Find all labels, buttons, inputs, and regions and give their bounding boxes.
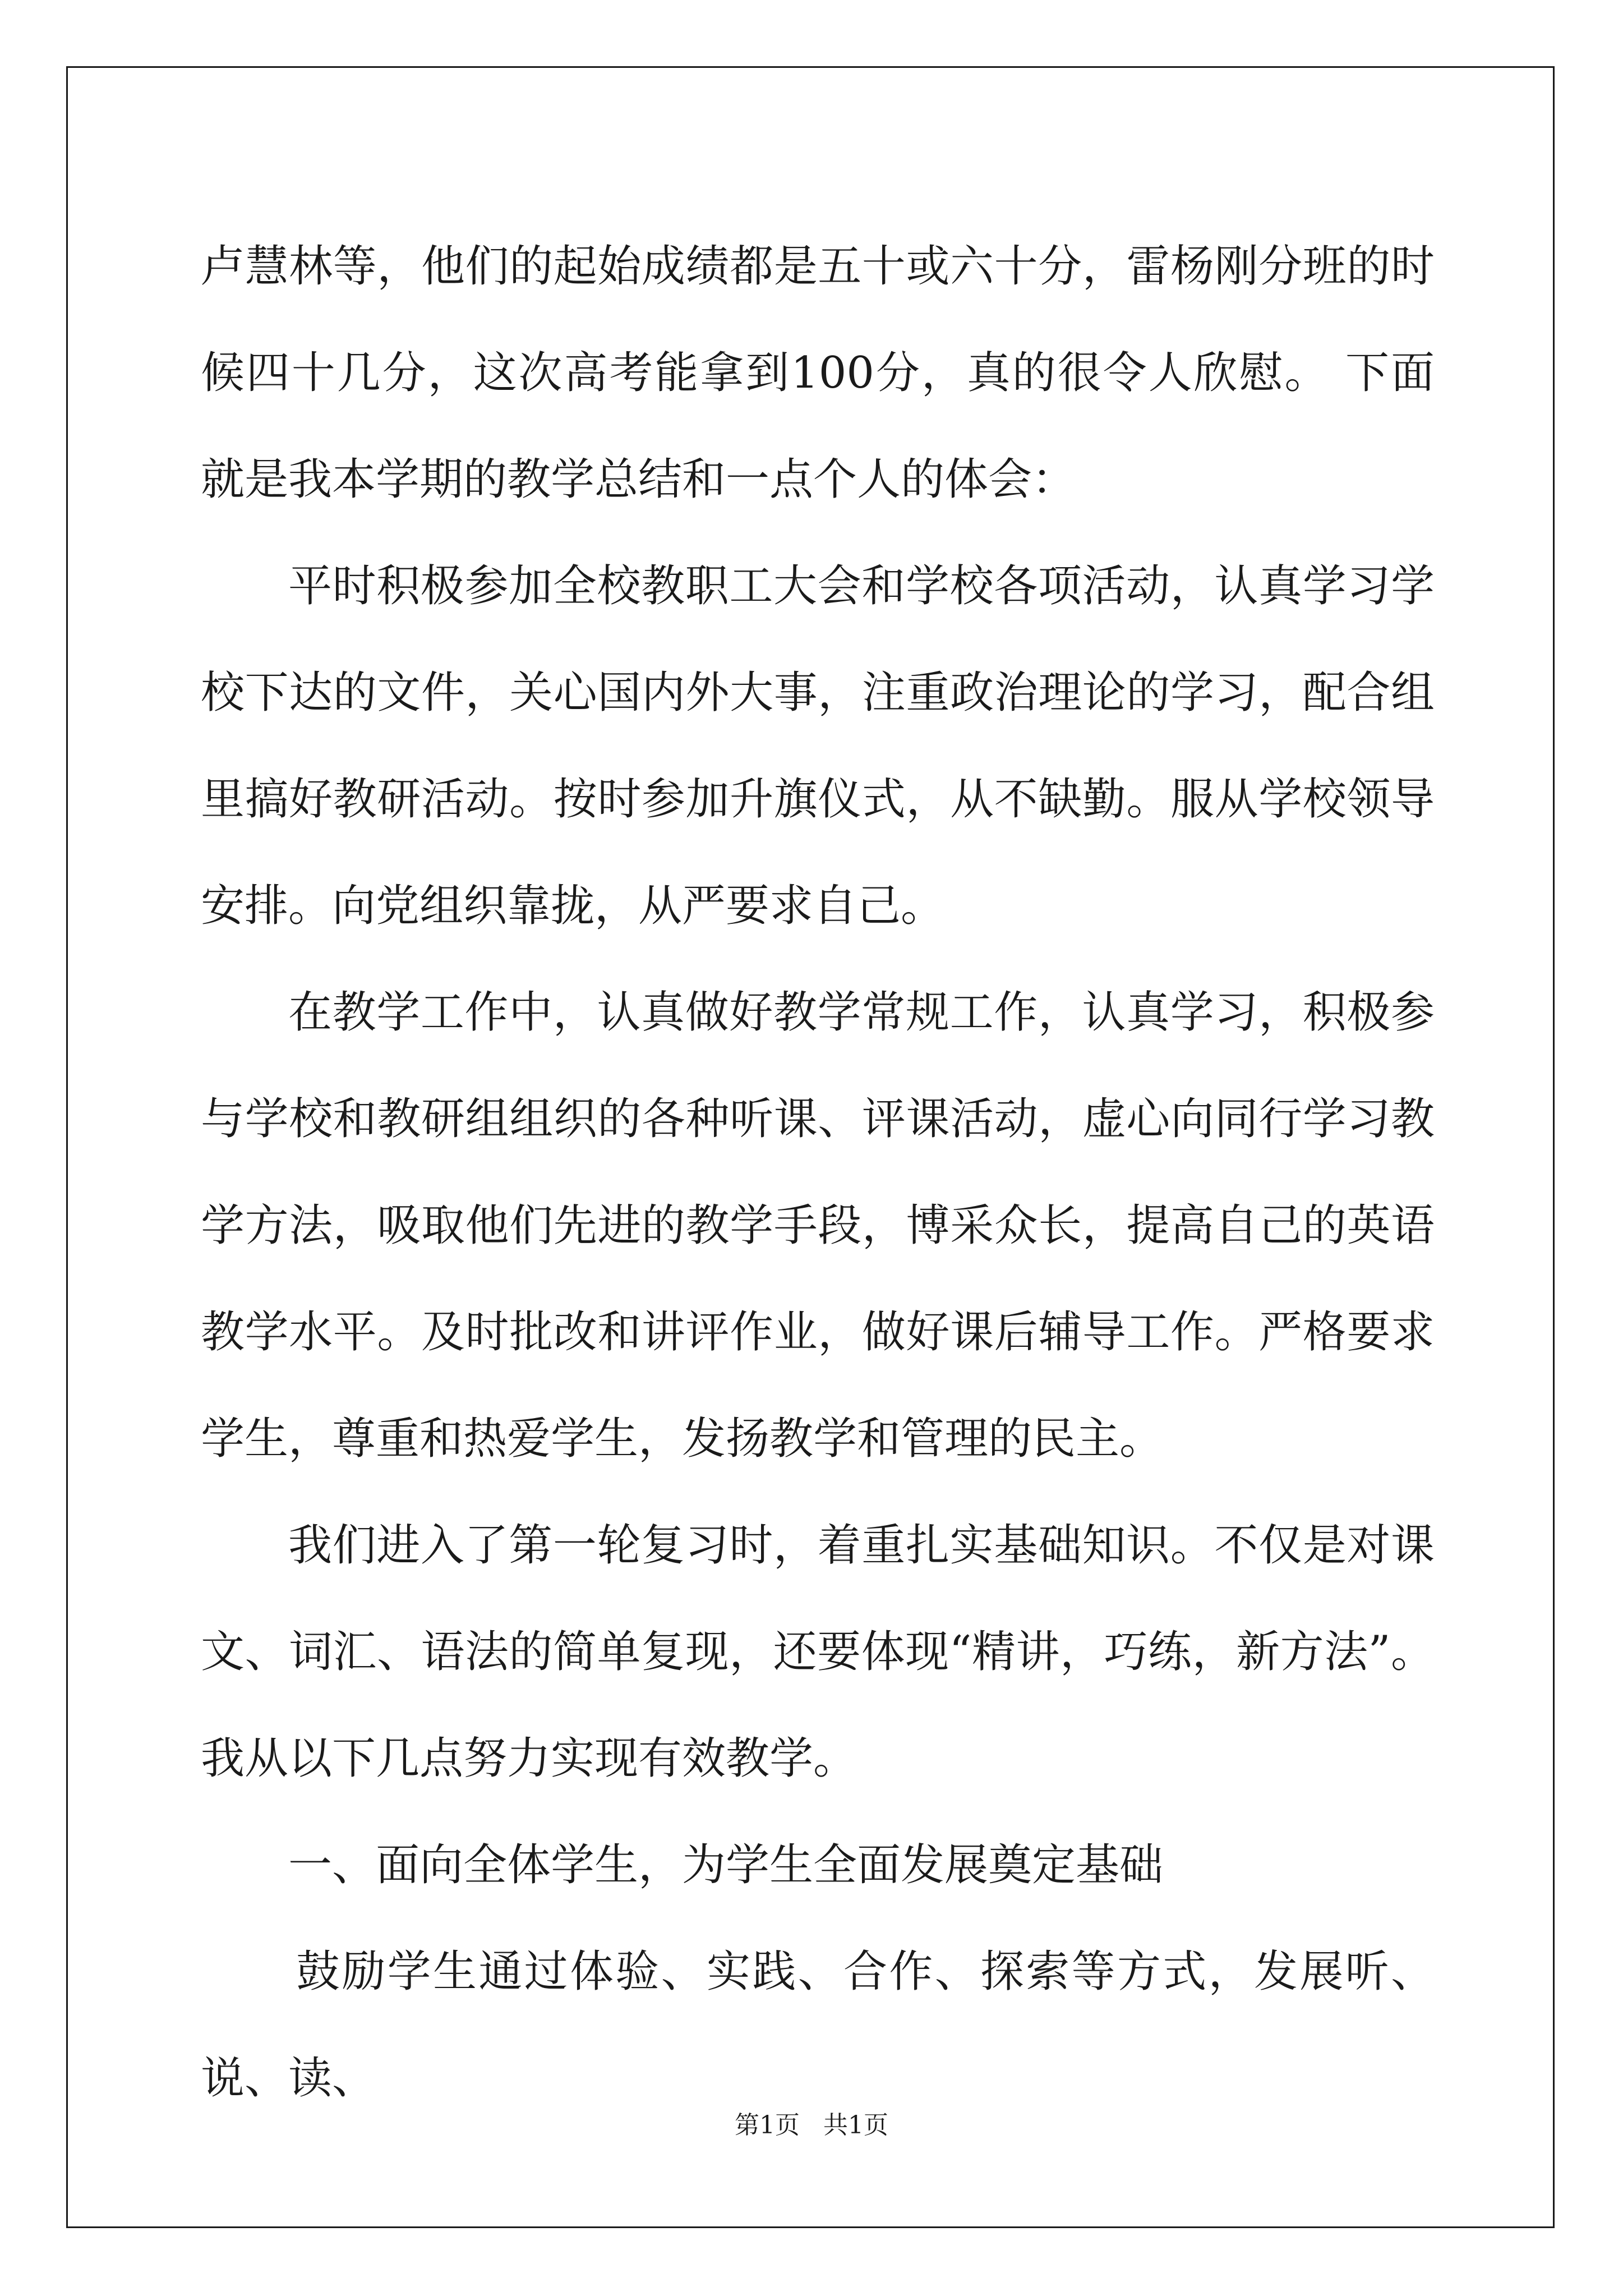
paragraph: 我们进入了第一轮复习时，着重扎实基础知识。不仅是对课文、词汇、语法的简单复现，还要体现“精讲，巧练，新方法”。我从以下几点努力实现有效教学。 xyxy=(201,1520,1435,1784)
paragraph-heading: 一、面向全体学生，为学生全面发展奠定基础 xyxy=(288,1840,1164,1890)
document-body xyxy=(201,213,1435,2132)
paragraph: 卢慧林等，他们的起始成绩都是五十或六十分，雷杨刚分班的时候四十几分，这次高考能拿到100分，真的很令人欣慰。 下面就是我本学期的教学总结和一点个人的体会： xyxy=(201,241,1435,505)
paragraph: 平时积极参加全校教职工大会和学校各项活动，认真学习学校下达的文件，关心国内外大事，注重政治理论的学习，配合组里搞好教研活动。按时参加升旗仪式，从不缺勤。服从学校领导安排。向党组织靠拢，从严要求自己。 xyxy=(201,561,1435,931)
paragraph: 鼓励学生通过体验、实践、合作、探索等方式，发展听、说、读、 xyxy=(201,1947,1435,2104)
page-number-footer: 第1页 共1页 xyxy=(735,2111,888,2139)
paragraph: 在教学工作中，认真做好教学常规工作，认真学习，积极参与学校和教研组组织的各种听课、评课活动，虚心向同行学习教学方法，吸取他们先进的教学手段，博采众长，提高自己的英语教学水平。及时批改和讲评作业，做好课后辅导工作。严格要求学生，尊重和热爱学生，发扬教学和管理的民主。 xyxy=(201,987,1435,1464)
